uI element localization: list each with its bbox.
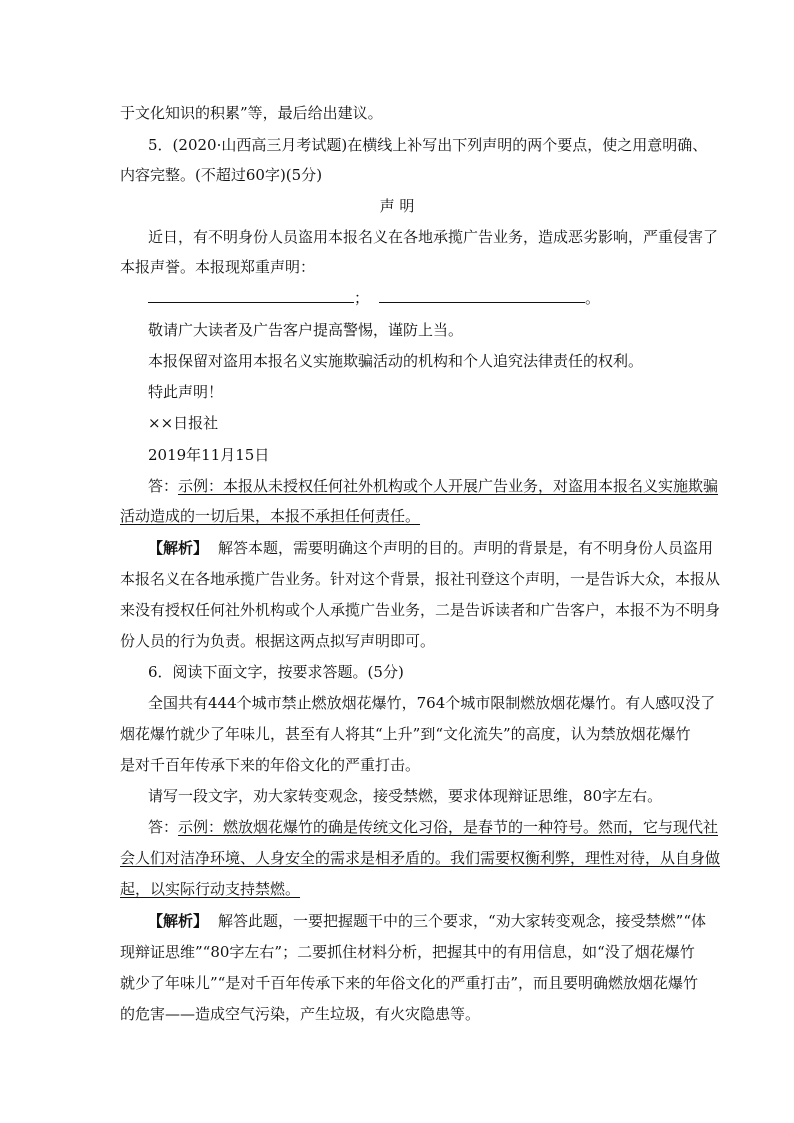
question-6-requirement: 请写一段文字，劝大家转变观念，接受禁燃，要求体现辩证思维，80字左右。 [148,787,663,805]
analysis-text: 解答此题，一要把握题干中的三个要求，“劝大家转变观念，接受禁燃”“体 [218,912,707,930]
answer-6 [148,817,718,837]
text-line: 来没有授权任何社外机构或个人承揽广告业务，二是告诉读者和广告客户，本报不为不明身 [120,601,721,619]
analysis-5 [148,538,713,558]
text-line: 现辩证思维”“80字左右”；二要抓住材料分析，把握其中的有用信息，如“没了烟花爆竹 [120,943,695,961]
text-line: 份人员的行为负责。根据这两点拟写声明即可。 [120,632,436,650]
blank-separator: ； [354,289,370,307]
answer-blank-1[interactable] [148,288,354,303]
text-line: 于文化知识的积累”等，最后给出建议。 [120,104,383,122]
text-line: 本报名义在各地承揽广告业务。针对这个背景，报社刊登这个声明，一是告诉大众，本报从 [120,570,721,588]
analysis-label: 【解析】 [148,912,209,930]
question-5-prompt: 5．(2020·山西高三月考试题)在横线上补写出下列声明的两个要点，使之用意明确、 [148,136,708,154]
answer-text-cont: 活动造成的一切后果，本报不承担任何责任。 [120,507,421,525]
analysis-text: 解答本题，需要明确这个声明的目的。声明的背景是，有不明身份人员盗用 [218,539,714,557]
question-6-prompt: 6．阅读下面文字，按要求答题。(5分) [148,663,404,681]
text-line: 敬请广大读者及广告客户提高警惕，谨防上当。 [148,321,464,339]
material-text-cont: 烟花爆竹就少了年味儿，甚至有人将其“上升”到“文化流失”的高度，认为禁放烟花爆竹 [120,725,691,743]
blank-end: 。 [585,289,601,307]
declaration-body: 近日，有不明身份人员盗用本报名义在各地承揽广告业务，造成恶劣影响，严重侵害了 [148,228,719,246]
analysis-6 [148,911,706,931]
text-line: 的危害——造成空气污染，产生垃圾，有火灾隐患等。 [120,1005,481,1023]
question-5-prompt-cont: 内容完整。(不超过60字)(5分) [120,166,323,184]
text-line: 特此声明！ [148,383,224,401]
text-line: 就少了年味儿”“是对千百年传承下来的年俗文化的严重打击”，而且要明确燃放烟花爆竹 [120,974,699,992]
fill-in-blank-row [148,288,600,308]
material-text: 全国共有444个城市禁止燃放烟花爆竹，764个城市限制燃放烟花爆竹。有人感叹没了 [148,694,716,712]
answer-text: 示例：本报从未授权任何社外机构或个人开展广告业务，对盗用本报名义实施欺骗 [178,477,719,495]
answer-text-cont: 起，以实际行动支持禁燃。 [120,880,301,898]
answer-blank-2[interactable] [379,288,585,303]
signature-date: 2019年11月15日 [148,446,270,464]
answer-text: 示例：燃放烟花爆竹的确是传统文化习俗，是春节的一种符号。然而，它与现代社 [178,818,719,836]
declaration-title: 声 明 [379,197,415,215]
answer-label: 答： [148,477,179,495]
declaration-body-cont: 本报声誉。本报现郑重声明： [120,258,316,276]
answer-5 [148,476,718,496]
answer-text-cont: 会人们对洁净环境、人身安全的需求是相矛盾的。我们需要权衡利弊，理性对待，从自身做 [120,849,721,867]
analysis-label: 【解析】 [148,539,209,557]
answer-label: 答： [148,818,179,836]
material-text-cont: 是对千百年传承下来的年俗文化的严重打击。 [120,756,421,774]
text-line: 本报保留对盗用本报名义实施欺骗活动的机构和个人追究法律责任的权利。 [148,352,644,370]
signature-org: ××日报社 [148,414,219,432]
